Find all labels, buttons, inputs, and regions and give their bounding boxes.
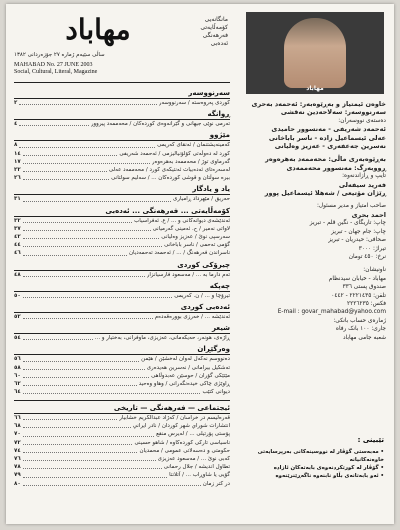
toc-entry-title: حەریق / مێهرداد ڕامیاری xyxy=(173,196,230,203)
toc-entry-page: ٦٠ xyxy=(14,372,21,379)
child-portrait xyxy=(284,18,346,88)
credit-line: نەسرین جەعفەری - عەزیز وەلیانی xyxy=(274,142,386,151)
credit-line: دەستەی نووسەران: xyxy=(338,117,386,124)
toc-leader-dots xyxy=(23,241,162,247)
credit-line: صاحب امتیاز و مدیر مسئول: xyxy=(316,203,386,210)
toc-leader-dots xyxy=(23,150,118,156)
note-item: • گۆڤار لە کورتکردنەوەی بابەتەکان ئازادە xyxy=(240,464,384,472)
toc-entry-page: ٣٢ xyxy=(14,217,21,224)
toc-section-heading: ئیجتماعی — فەرهەنگی — تاریخی xyxy=(14,404,230,414)
cover-photo xyxy=(246,12,384,94)
toc-entry-page: ٧٨ xyxy=(14,464,21,471)
toc-leader-dots xyxy=(23,439,133,445)
credit-line: شعبە جامی مهاباد xyxy=(343,334,386,341)
toc-entry xyxy=(14,292,230,300)
credit-line: صندوق پستی ٣٣٦ xyxy=(342,284,386,291)
toc-entry xyxy=(14,166,230,174)
toc-entry-title: ڕاژەی، هونەر، حەیکەمانی، عەزیزی، ماوفرانی، بەختیار و ... xyxy=(94,335,230,342)
credit-line: ئەحمەد شەریفی - مەنسوور حامیدی xyxy=(271,125,386,134)
toc-leader-dots xyxy=(19,141,155,147)
toc-entry-title: پۆستی پۆرتیلی ... / لەیرس منقع xyxy=(156,431,230,438)
toc-leader-dots xyxy=(23,355,139,361)
toc-entry xyxy=(14,120,230,128)
toc-leader-dots xyxy=(19,120,89,126)
toc-entry-page: ٢٢ xyxy=(14,167,21,174)
toc-entry xyxy=(14,388,230,396)
toc-entry xyxy=(14,422,230,430)
toc-entry-page: ٤٢ xyxy=(14,234,21,241)
toc-entry-title: ڕاوێژی چاکی خیدەنگەرانی / وهاو وەحید xyxy=(138,381,230,388)
toc-leader-dots xyxy=(23,380,137,386)
credit-line: جاری: ١٠٠ بانک رفاه xyxy=(335,326,386,333)
toc-entry-title: لاواتی نەمیر / ح. ئەمینی گەرمیانی xyxy=(152,225,230,232)
credit-line: ڕووبەرگ: مەنسوور محەممەدی xyxy=(286,163,386,172)
toc-entry-page: ٦٢ xyxy=(14,381,21,388)
toc-entry-title: قەرەلیسم در خراسان / کەژاد عبدالکریم خشابیار xyxy=(119,415,230,421)
toc-entry-title: گۆمی تەحمی / ناسر باباخانی xyxy=(164,242,230,249)
toc-entry xyxy=(14,150,230,158)
credit-line: فکس: ٢٢٢٦٢٣٥ xyxy=(347,300,386,307)
table-of-contents xyxy=(14,86,230,396)
masthead-subtitle xyxy=(128,16,228,48)
table-of-contents-appendix xyxy=(14,400,230,488)
credit-line: خاوەن ئیمتیاز و بەڕێوەبەر: ئەحمەد بەحری xyxy=(251,100,386,108)
toc-entry xyxy=(14,271,230,279)
toc-leader-dots xyxy=(23,195,171,201)
credit-line: تیراژ: ٣٠٠٠ xyxy=(358,245,386,252)
toc-leader-dots xyxy=(23,158,150,164)
subtitle-line: مانگانەیی xyxy=(204,16,228,23)
toc-entry-page: ٥٢ xyxy=(14,314,21,321)
toc-entry-title: مێتێکی گۆران / حوسێن عەبدوڵاهی xyxy=(151,372,230,379)
toc-entry xyxy=(14,249,230,257)
toc-entry xyxy=(14,380,230,388)
toc-entry-page: ٧٤ xyxy=(14,447,21,454)
toc-section-heading: چەپکە xyxy=(14,282,230,292)
credit-line: ناونیشان: xyxy=(363,267,386,274)
toc-entry-page: ٤٨ xyxy=(14,271,21,278)
toc-section-heading: مێژوو xyxy=(14,131,230,141)
toc-leader-dots xyxy=(23,217,132,223)
toc-entry-title: کەبی نوێ ... / مەسعود عەزیزی xyxy=(157,456,230,463)
toc-entry-page: ٥٤ xyxy=(14,335,21,342)
toc-entry-title: در کتر زمان xyxy=(202,480,230,487)
toc-entry xyxy=(14,447,230,455)
masthead xyxy=(14,10,230,83)
toc-entry xyxy=(14,217,230,225)
toc-entry-page: ٥٠ xyxy=(14,292,21,299)
toc-entry-page: ٨ xyxy=(14,142,18,149)
notes-title: تێبینی : xyxy=(357,436,384,444)
editorial-credits xyxy=(238,100,386,342)
credit-line: ژمارەی حساب بانکی: xyxy=(333,317,386,324)
credit-line: نرخ: ٤٥٠ تومان xyxy=(348,253,386,260)
issue-info-english: MAHABAD No. 27 JUNE 2003 xyxy=(14,62,93,68)
toc-entry xyxy=(14,439,230,447)
toc-entry-title: سەرسپی نوێ / عەزیز وەلیانی xyxy=(161,234,230,241)
toc-leader-dots xyxy=(23,233,160,239)
toc-entry-page: ١٤ xyxy=(14,150,21,157)
toc-leader-dots xyxy=(23,422,131,428)
magazine-description-english: Social, Cultural, Literal, Magazine xyxy=(14,69,98,75)
toc-leader-dots xyxy=(23,480,201,486)
toc-entry xyxy=(14,372,230,380)
toc-entry-page: ٦٦ xyxy=(14,415,21,421)
issue-info-kurdish: ساڵی سێیەم ژمارە ٢٧ جۆزەردانی ١٣٨٢ xyxy=(14,52,105,58)
toc-entry-title: حکومتی و دەسەلاتی عمومی / محمدیان xyxy=(139,447,230,454)
toc-leader-dots xyxy=(19,99,156,105)
toc-entry-title: تەم دارما بە ... / مەسعود فارسیانزار xyxy=(146,271,230,278)
toc-entry xyxy=(14,463,230,471)
credit-line: چاپ: جام جهان - تبریز xyxy=(331,228,386,235)
toc-section-heading: یاد و یادگار xyxy=(14,185,230,195)
subtitle-line: فەرهەنگی xyxy=(202,32,228,39)
toc-leader-dots xyxy=(23,271,145,277)
toc-entry xyxy=(14,313,230,321)
toc-section-heading: ئەدەبی کوردی xyxy=(14,303,230,313)
toc-entry-title: دیوانی کتێب xyxy=(202,389,230,396)
toc-entry xyxy=(14,334,230,342)
toc-entry-page: ٧٦ xyxy=(14,456,21,463)
toc-leader-dots xyxy=(23,313,153,319)
toc-entry xyxy=(14,195,230,203)
toc-entry-title: ناسیاسی تارکی کوردەکاوە / شاهو حسینی xyxy=(134,439,230,446)
toc-leader-dots xyxy=(23,166,107,172)
toc-leader-dots xyxy=(23,455,156,461)
toc-entry-page: ٦٨ xyxy=(14,423,21,430)
toc-entry-page: ٦٤ xyxy=(14,389,21,396)
toc-entry-page: ٥٨ xyxy=(14,364,21,371)
magazine-page xyxy=(6,4,394,524)
toc-entry-title: ناسراندن فەرهەنگ / ... / ئەحمەد تەحمەدیان xyxy=(129,250,230,257)
toc-entry-title: لەسەرەتای ئەدەبیات ئەنتیکەی کورد / محەممەد عەلی xyxy=(108,167,230,174)
toc-section-heading: شیعر xyxy=(14,324,230,334)
toc-entry xyxy=(14,414,230,422)
toc-entry-title: گەرماوی توژ / محەممەد بەهرەوەر xyxy=(151,158,230,165)
toc-entry-page: ٢٦ xyxy=(14,175,21,182)
subtitle-line: ئەدەبی xyxy=(210,40,228,47)
toc-entry xyxy=(14,141,230,149)
toc-leader-dots xyxy=(23,225,151,231)
credit-line: عەلی ئیسماعیل زادە - ناسر باباخانی xyxy=(268,133,386,142)
toc-entry-title: انتشارات شوراي شهر کوردان / نادر ایراني xyxy=(132,423,230,430)
toc-leader-dots xyxy=(23,334,93,340)
credit-line: چاپ: تاریگای - نگین قلم - تبریز xyxy=(309,220,386,227)
toc-entry-page: ٤٤ xyxy=(14,242,21,249)
toc-entry xyxy=(14,225,230,233)
contents-column xyxy=(14,10,230,518)
toc-entry-page: ٣١ xyxy=(14,196,21,203)
note-item: • ئەو بابەتانەی بڵاو نابنەوە ناگەڕێنرێنەوە xyxy=(240,472,384,480)
toc-entry xyxy=(14,455,230,463)
toc-entry-title: کوردی پەروەستە / سەرنووسەر xyxy=(158,100,230,106)
toc-leader-dots xyxy=(23,447,138,453)
toc-leader-dots xyxy=(23,292,173,298)
toc-leader-dots xyxy=(23,471,167,477)
toc-entry xyxy=(14,99,230,107)
toc-leader-dots xyxy=(23,388,201,394)
toc-entry-page: ١٧ xyxy=(14,158,21,165)
toc-entry xyxy=(14,430,230,438)
toc-entry xyxy=(14,480,230,488)
toc-entry xyxy=(14,174,230,182)
credit-line: مهاباد - خیابان سیدنظام xyxy=(328,275,386,282)
toc-leader-dots xyxy=(23,174,109,180)
credit-line: صحافی: حیدریان - تبریز xyxy=(328,237,386,244)
toc-section-heading: چیرۆکی کوردی xyxy=(14,261,230,271)
note-item: • مەبەستی گۆڤار لە نووسینەکانی بەرپرسایەتی خاوەنەکانیانە xyxy=(240,448,384,464)
toc-entry-title: گۆیی یا شاوڕاب ... / آتلانتا xyxy=(169,472,230,479)
toc-leader-dots xyxy=(23,463,162,469)
toc-entry-page: ٥٦ xyxy=(14,356,21,363)
toc-entry-page: ٤ xyxy=(14,121,18,128)
toc-entry-page: ٧٢ xyxy=(14,439,21,446)
credit-line: تایپ و ڕازاندنەوە: xyxy=(342,173,386,180)
toc-section-heading: وەرگێڕان xyxy=(14,345,230,355)
toc-entry xyxy=(14,471,230,479)
credit-line: فەرید سیفەلی xyxy=(338,180,386,189)
toc-entry-title: دەنووسم نەکەل لەوان لەخشێن / هێمن xyxy=(141,356,230,363)
toc-entry-title: تەرمی نوێی جیهانی و گێرانەوەی کوردەکان / محەممەد پیروور xyxy=(90,121,230,128)
toc-entry xyxy=(14,158,230,166)
photo-caption: مهاباد xyxy=(306,85,324,92)
credit-line: احمد بحری xyxy=(351,210,386,219)
toc-entry-title: تیرۆچا و ... / ن. کەریمی xyxy=(174,292,230,299)
toc-entry-page: ٧٠ xyxy=(14,431,21,438)
credit-line: سەرنووسەر: سەلاحەدین نەقشی xyxy=(280,108,386,117)
toc-entry-title: ئەندێشەی دیوانەکانی و ... / ع. ئەفراسیاب xyxy=(134,217,230,224)
toc-entry xyxy=(14,241,230,249)
credit-line: E-mail : govar_mahabad@yahoo.com xyxy=(277,309,386,316)
toc-entry-page: ٧٩ xyxy=(14,472,21,479)
toc-section-heading: کۆمەڵایەتی ... فەرهەنگی ... ئەدەبی xyxy=(14,207,230,217)
credit-line: ڕێژان مۆتیعی / شەهلا ئیسماعیل پوور xyxy=(264,189,386,198)
toc-leader-dots xyxy=(23,364,145,370)
credit-line: تلفن: ٢٢٢١٤٣٥ - ٠٤٤٢ xyxy=(331,292,386,299)
toc-entry-title: کورد لە دەوڵەتی کۆلۆنیالیزمی / ئەحمەد شەریفی xyxy=(119,150,230,157)
toc-entry xyxy=(14,364,230,372)
toc-entry xyxy=(14,233,230,241)
toc-entry-page: ٣٧ xyxy=(14,225,21,232)
toc-leader-dots xyxy=(23,414,118,420)
toc-entry-page: ٤٦ xyxy=(14,250,21,257)
magazine-logo: مهاباد xyxy=(65,13,131,46)
toc-entry-title: ئەندێشە ... / خەرزی بوورەقەدەم xyxy=(154,314,230,321)
toc-entry-page: ٨٠ xyxy=(14,480,21,487)
toc-entry xyxy=(14,355,230,363)
toc-entry-title: کەمینەیشتنمان / ئەنقای کەریمی xyxy=(157,142,230,149)
toc-leader-dots xyxy=(23,249,127,255)
toc-section-heading: سەرنووسەر xyxy=(14,89,230,99)
toc-entry-page: ٢ xyxy=(14,100,18,106)
toc-entry-title: بیرە سوڵتان و قوشی کوردەکان ... / سەلیم سولتانی xyxy=(111,175,230,182)
toc-entry-title: تطاول اندیشه / جلال رحمانی xyxy=(163,464,230,471)
toc-entry-title: تەشکیل بیرامانی / نەسرین هەیدەری xyxy=(146,364,230,371)
toc-leader-dots xyxy=(23,430,154,436)
notes-list xyxy=(240,448,384,480)
toc-leader-dots xyxy=(23,372,149,378)
toc-section-heading: ڕوانگە xyxy=(14,110,230,120)
credit-line: بەڕێوەبەری ماڵی: محەممەد بەهرەوەر xyxy=(265,155,386,164)
subtitle-line: کۆمەڵایەتی xyxy=(200,24,228,31)
